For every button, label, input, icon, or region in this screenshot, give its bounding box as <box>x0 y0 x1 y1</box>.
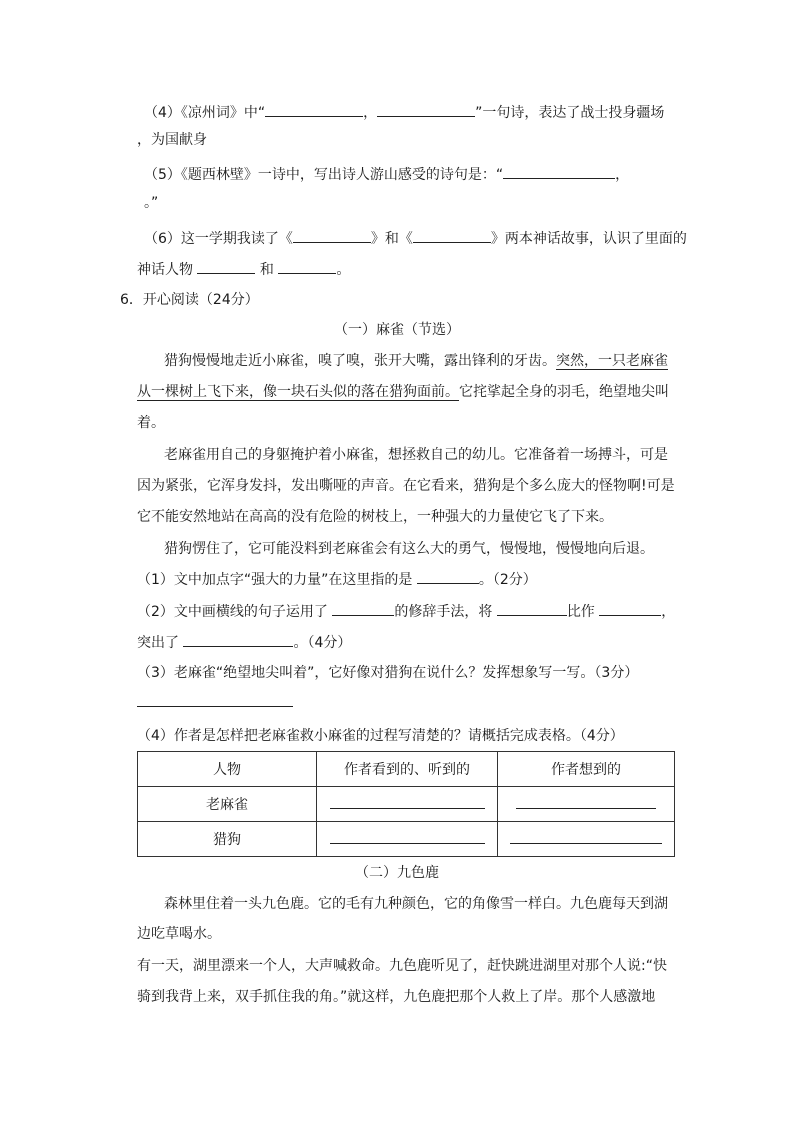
poem-q4-sep: ， <box>363 105 378 121</box>
answer-blank[interactable] <box>413 228 491 243</box>
answer-blank[interactable] <box>137 692 293 707</box>
poem-q6-text-a: （6）这一学期我读了《 <box>144 231 293 247</box>
passage2-p2-line2: 骑到我背上来，双手抓住我的角。”就这样，九色鹿把那个人救上了岸。那个人感激地 <box>137 989 656 1005</box>
answer-blank[interactable] <box>516 796 656 809</box>
question-2-text-d: ， <box>661 604 676 620</box>
summary-table <box>137 751 675 857</box>
poem-q6-text-f: 。 <box>336 262 351 278</box>
question-2-text-c: 比作 <box>566 604 600 620</box>
table-header-cell: 作者想到的 <box>498 752 675 787</box>
answer-blank[interactable] <box>183 632 293 647</box>
question-4: （4）作者是怎样把老麻雀救小麻雀的过程写清楚的？请概括完成表格。（4分） <box>137 728 624 744</box>
poem-q6-text-c: 》两本神话故事，认识了里面的 <box>490 231 687 247</box>
answer-blank[interactable] <box>278 259 336 274</box>
passage1-p2-line1: 老麻雀用自己的身躯掩护着小麻雀，想拯救自己的幼儿。它准备着一场搏斗，可是 <box>164 447 668 463</box>
question-2-line1 <box>137 601 675 622</box>
answer-blank[interactable] <box>330 831 485 844</box>
answer-blank[interactable] <box>197 259 255 274</box>
question-1 <box>137 569 537 590</box>
table-cell <box>498 822 675 857</box>
passage1-p2-line2: 因为紧张，它浑身发抖，发出嘶哑的声音。在它看来，猎狗是个多么庞大的怪物啊!可是 <box>137 478 675 494</box>
answer-blank[interactable] <box>599 601 661 616</box>
answer-blank[interactable] <box>377 102 475 117</box>
answer-blank[interactable] <box>332 601 394 616</box>
poem-q4-line1 <box>144 102 664 123</box>
table-row <box>138 787 675 822</box>
passage2-p1-line2: 边吃草喝水。 <box>137 926 221 942</box>
underlined-sentence: 突然，一只老麻雀 <box>556 353 668 369</box>
table-header-cell: 人物 <box>138 752 317 787</box>
section-title: 6．开心阅读（24分） <box>120 292 259 308</box>
poem-q5-text-b: ， <box>615 167 630 183</box>
poem-q6-text-e: 和 <box>255 262 279 278</box>
passage2-title: （二）九色鹿 <box>355 865 439 881</box>
passage1-p1-line2 <box>137 382 669 402</box>
poem-q6-text-b: 》和《 <box>370 231 413 247</box>
table-header-cell: 作者看到的、听到的 <box>317 752 498 787</box>
poem-q5-text-a: （5）《题西林壁》一诗中，写出诗人游山感受的诗句是：“ <box>144 167 504 183</box>
passage1-title: （一）麻雀（节选） <box>334 322 460 338</box>
table-cell <box>317 787 498 822</box>
passage1-p2-line3: 它不能安然地站在高高的没有危险的树枝上，一种强大的力量使它飞了下来。 <box>137 509 613 525</box>
poem-q5-line1 <box>144 164 629 185</box>
table-header-row <box>138 752 675 787</box>
answer-blank[interactable] <box>293 228 371 243</box>
underlined-sentence: 从一棵树上飞下来，像一块石头似的落在猎狗面前。 <box>137 384 459 400</box>
question-1-text: （1）文中加点字“强大的力量”在这里指的是 <box>137 572 417 588</box>
question-2-score: 。（4分） <box>293 635 352 651</box>
table-cell <box>498 787 675 822</box>
table-row-label: 老麻雀 <box>138 787 317 822</box>
poem-q6-text-d: 神话人物 <box>137 262 198 278</box>
passage1-p3: 猎狗愣住了，它可能没料到老麻雀会有这么大的勇气，慢慢地，慢慢地向后退。 <box>164 541 654 557</box>
answer-blank[interactable] <box>503 164 615 179</box>
poem-q6-line1 <box>144 228 687 249</box>
passage2-p1-line1: 森林里住着一头九色鹿。它的毛有九种颜色，它的角像雪一样白。九色鹿每天到湖 <box>164 896 668 912</box>
answer-blank[interactable] <box>497 601 567 616</box>
passage2-p2-line1: 有一天，湖里漂来一个人，大声喊救命。九色鹿听见了，赶快跳进湖里对那个人说:“快 <box>137 958 667 974</box>
poem-q4-text-a: （4）《凉州词》中“ <box>144 105 266 121</box>
poem-q4-text-b: ”一句诗，表达了战士投身疆场 <box>475 105 665 121</box>
question-3: （3）老麻雀“绝望地尖叫着”，它好像对猎狗在说什么？发挥想象写一写。（3分） <box>137 665 639 681</box>
question-2-text-a: （2）文中画横线的句子运用了 <box>137 604 333 620</box>
poem-q5-line2: 。” <box>144 195 159 211</box>
passage1-p1-line1 <box>164 351 668 371</box>
poem-q4-line2: ，为国献身 <box>137 132 207 148</box>
question-2-text-e: 突出了 <box>137 635 184 651</box>
question-2-text-b: 的修辞手法，将 <box>394 604 497 620</box>
table-row-label: 猎狗 <box>138 822 317 857</box>
question-3-answer-line <box>137 692 293 713</box>
passage1-p1-line3: 着。 <box>137 415 165 431</box>
answer-blank[interactable] <box>417 569 479 584</box>
table-cell <box>317 822 498 857</box>
question-1-score: 。（2分） <box>478 572 537 588</box>
answer-blank[interactable] <box>265 102 363 117</box>
poem-q6-line2 <box>137 259 350 280</box>
p1-text-a: 猎狗慢慢地走近小麻雀，嗅了嗅，张开大嘴，露出锋利的牙齿。 <box>164 353 556 369</box>
answer-blank[interactable] <box>330 796 485 809</box>
table-row <box>138 822 675 857</box>
p1-text-b: 它挓挲起全身的羽毛，绝望地尖叫 <box>459 384 669 400</box>
answer-blank[interactable] <box>510 831 662 844</box>
question-2-line2 <box>137 632 351 653</box>
